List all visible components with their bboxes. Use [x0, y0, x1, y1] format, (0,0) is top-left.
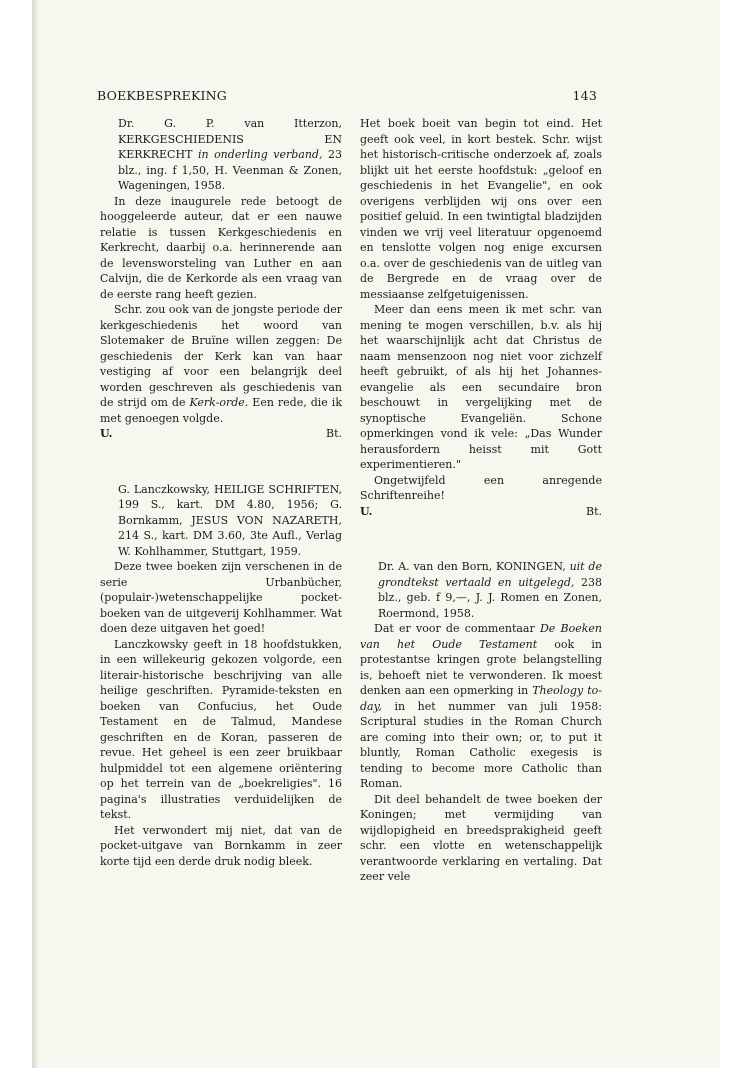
review-paragraph: Ongetwijfeld een anregende Schriftenreihe!: [360, 473, 602, 502]
page-header: [97, 88, 597, 106]
signature-author: Bt.: [585, 504, 602, 518]
review-heading-kerkgeschiedenis: Dr. G. P. van Itterzon, KERKGESCHIEDENIS EN KERKRECHT in onderling verband, 23 blz., ing. f 1,50, H. Veenman & Zonen, Wageningen, 1958.: [118, 117, 343, 192]
right-column: [360, 116, 602, 885]
review-paragraph: Dat er voor de commentaar De Boeken van het Oude Testament ook in protestantse kringen grote belangstelling is, behoeft niet te verwonderen. Ik moest denken aan een opmerking in Theology to-day, in het nummer van juli 1958: Scriptural studies in the Roman Church are coming into their own; or, to put it bluntly, Roman Catholic exegesis is tending to become more Catholic than Roman.: [360, 622, 602, 790]
page-shadow: [33, 0, 39, 1068]
signature-initial: U.: [100, 427, 113, 440]
review-paragraph: Schr. zou ook van de jongste periode der kerkgeschiedenis het woord van Slotemaker de Bruïne willen zeggen: De geschiedenis der Kerk kan van haar vestiging af voor een belangrijk deel worden geschreven als geschiedenis van de strijd om de Kerk-orde. Een rede, die ik met genoegen volgde.: [100, 303, 342, 425]
scan-margin-right: [720, 0, 738, 1068]
page-number: 143: [572, 88, 597, 103]
review-paragraph: Lanczkowsky geeft in 18 hoofdstukken, in een willekeurig gekozen volgorde, een literair-historische beschrijving van alle heilige geschriften. Pyramide-teksten en boeken van Confucius, het Oude Testament en de Talmud, Mandese geschriften en de Koran, passeren de revue. Het geheel is een zeer bruikbaar hulpmiddel tot een algemene oriëntering op het terrein van de „boekreligies". 16 pagina's illustraties verduidelijken de tekst.: [100, 637, 342, 821]
signature-initial: U.: [360, 504, 373, 518]
review-paragraph: Meer dan eens meen ik met schr. van mening te mogen verschillen, b.v. als hij het waarschijnlijk acht dat Christus de naam mensenzoon nog niet voor zichzelf heeft gebruikt, of als hij het Johannes-evangelie als een secundaire bron beschouwt in vergelijking met de synoptische Evangeliën. Schone opmerkingen vond ik vele: „Das Wunder herausfordern heisst mit Gott experimentieren.": [360, 303, 602, 471]
scan-margin-left: [0, 0, 34, 1068]
left-column: [100, 116, 342, 869]
signature-author: Bt.: [325, 427, 342, 440]
review-paragraph: In deze inaugurele rede betoogt de hooggeleerde auteur, dat er een nauwe relatie is tussen Kerkgeschiedenis en Kerkrecht, daarbij o.a. herinnerende aan de levensworsteling van Luther en aan Calvijn, die de Kerkorde als een vraag van de eerste rang heeft gezien.: [100, 194, 342, 301]
review-paragraph: Het boek boeit van begin tot eind. Het geeft ook veel, in kort bestek. Schr. wijst het historisch-critische onderzoek af, zoals blijkt uit het eerste hoofdstuk: „geloof en geschiedenis in het Evangelie", en ook overigens verblijden wij ons over een positief geluid. In een twintigtal bladzijden vinden we vrij veel literatuur opgenoemd en tenslotte volgen nog enige excursen o.a. over de geschiedenis van de uitleg van de Bergrede en de vraag over de messiaanse zelfgetuigenissen.: [360, 117, 602, 301]
review-heading-heilige-schriften: G. Lanczkowsky, HEILIGE SCHRIFTEN, 199 S., kart. DM 4.80, 1956; G. Bornkamm, JESUS VON NAZARETH, 214 S., kart. DM 3.60, 3te Aufl., Verlag W. Kohlhammer, Stuttgart, 1959.: [118, 482, 342, 558]
review-paragraph: Deze twee boeken zijn verschenen in de serie Urbanbücher, (populair-)wetenschappelijke pocket-boeken van de uitgeverij Kohlhammer. Wat doen deze uitgaven het goed!: [100, 560, 342, 635]
review-paragraph: Het verwondert mij niet, dat van de pocket-uitgave van Bornkamm in zeer korte tijd een derde druk nodig bleek.: [100, 823, 342, 868]
running-head: BOEKBESPREKING: [97, 88, 227, 103]
review-signature: [360, 504, 602, 520]
review-signature: [100, 426, 342, 442]
review-heading-koningen: Dr. A. van den Born, KONINGEN, uit de grondtekst vertaald en uitgelegd, 238 blz., geb. f 9,—, J. J. Romen en Zonen, Roermond, 1958.: [378, 560, 602, 620]
review-paragraph: Dit deel behandelt de twee boeken der Koningen; met vermijding van wijdlopigheid en breedsprakigheid geeft schr. een vlotte en wetenschappelijk verantwoorde verklaring en vertaling. Dat zeer vele: [360, 792, 602, 883]
